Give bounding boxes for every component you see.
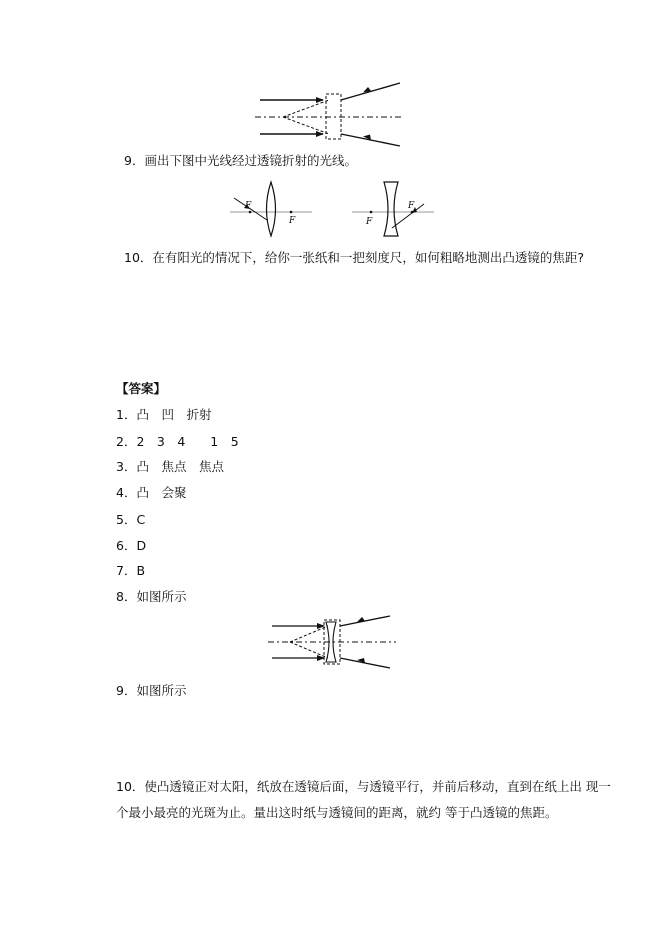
answer8-dashed-top [290, 626, 328, 642]
answer-10-line-2: 个最小最亮的光斑为止。量出这时纸与透镜间的距离，就约 等于凸透镜的焦距。 [116, 805, 558, 820]
answer-4: 4．凸 会聚 [116, 485, 187, 500]
answer-6: 6．D [116, 538, 147, 553]
figure-q8-box-lens [255, 78, 405, 150]
answer8-dashed-bottom [290, 642, 328, 658]
answer-7: 7．B [116, 563, 146, 578]
question-9: 9．画出下图中光线经过透镜折射的光线。 [124, 153, 357, 168]
figure-q9-concave-lens [350, 178, 436, 240]
answer-9: 9．如图所示 [116, 683, 187, 698]
question-10: 10．在有阳光的情况下，给你一张纸和一把刻度尺，如何粗略地测出凸透镜的焦距? [124, 250, 585, 265]
dashed-converge-bottom [283, 117, 329, 134]
focal-label-right: F [289, 216, 296, 226]
answer-1: 1．凸 凹 折射 [116, 407, 212, 422]
focal-label-left: F [366, 217, 373, 227]
answer-5: 5．C [116, 512, 146, 527]
dashed-converge-top [283, 100, 329, 117]
convex-lens-shape [267, 182, 276, 236]
outgoing-ray-bottom [341, 134, 400, 146]
focal-label-left: F [245, 201, 252, 211]
answers-header: 【答案】 [116, 381, 167, 396]
answer-8: 8．如图所示 [116, 589, 187, 604]
figure-q9-convex-lens [228, 178, 314, 240]
focal-label-right: F [408, 201, 415, 211]
outgoing-ray-top [341, 83, 400, 100]
concave-lens-shape [384, 182, 398, 236]
answer-2: 2．2 3 4 1 5 [116, 434, 239, 449]
answer-10-line-1: 10．使凸透镜正对太阳，纸放在透镜后面，与透镜平行，并前后移动，直到在纸上出 现一 [116, 779, 611, 794]
answer-3: 3．凸 焦点 焦点 [116, 459, 224, 474]
figure-answer-8 [268, 614, 398, 670]
